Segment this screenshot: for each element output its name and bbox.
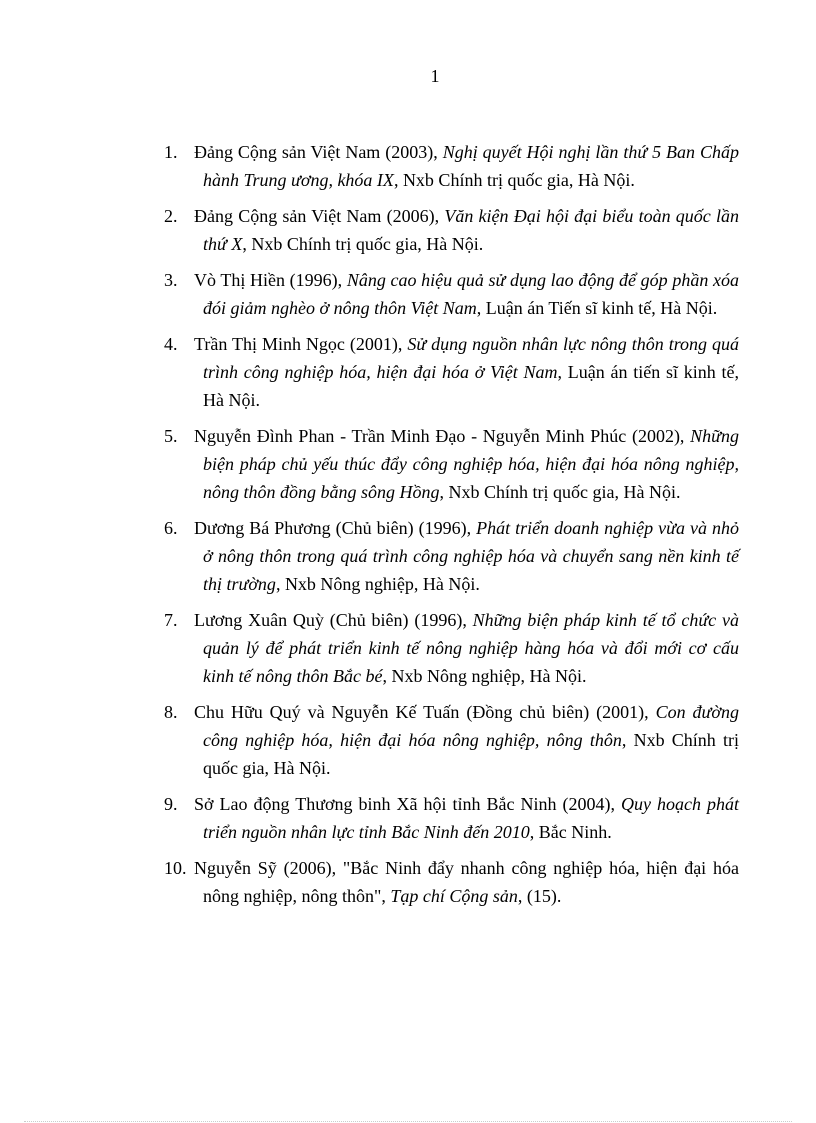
reference-publisher: , Nxb Chính trị quốc gia, Hà Nội. [242, 234, 484, 254]
reference-item [134, 790, 739, 846]
reference-title: Sử dụng nguồn nhân lực nông thôn trong quá trình công nghiệp hóa, hiện đại hóa ở Việt Nam [203, 334, 740, 382]
reference-title: Những biện pháp chủ yếu thúc đẩy công nghiệp hóa, hiện đại hóa nông nghiệp, nông thôn đồng bằng sông Hồng [203, 426, 739, 502]
reference-title: Những biện pháp kinh tế tổ chức và quản lý để phát triển kinh tế nông nghiệp hàng hóa và đổi mới cơ cấu kinh tế nông thôn Bắc bé [203, 610, 739, 686]
reference-title: Con đường công nghiệp hóa, hiện đại hóa nông nghiệp, nông thôn [203, 702, 739, 750]
page-number: 1 [430, 66, 440, 86]
reference-authors: Chu Hữu Quý và Nguyễn Kế Tuấn (Đồng chủ biên) (2001), [194, 702, 656, 722]
reference-item [134, 266, 739, 322]
reference-number: 8. [164, 702, 178, 722]
reference-title: Phát triển doanh nghiệp vừa và nhỏ ở nông thôn trong quá trình công nghiệp hóa và chuyển sang nền kinh tế thị trường [203, 518, 739, 594]
reference-number: 7. [164, 610, 178, 630]
reference-number: 5. [164, 426, 178, 446]
reference-number: 10. [164, 858, 187, 878]
reference-authors: Đảng Cộng sản Việt Nam (2003), [194, 142, 443, 162]
reference-number: 6. [164, 518, 178, 538]
reference-publisher: , Nxb Chính trị quốc gia, Hà Nội. [393, 170, 635, 190]
reference-number: 1. [164, 142, 178, 162]
reference-authors: Trần Thị Minh Ngọc (2001), [194, 334, 408, 354]
reference-publisher: , Luận án tiến sĩ kinh tế, Hà Nội. [203, 362, 739, 410]
reference-authors: Đảng Cộng sản Việt Nam (2006), [194, 206, 445, 226]
reference-authors: Nguyễn Đình Phan - Trần Minh Đạo - Nguyễn Minh Phúc (2002), [194, 426, 691, 446]
reference-number: 4. [164, 334, 178, 354]
reference-number: 2. [164, 206, 178, 226]
reference-publisher: , Luận án Tiến sĩ kinh tế, Hà Nội. [476, 298, 718, 318]
reference-authors: Vò Thị Hiền (1996), [194, 270, 347, 290]
reference-item [134, 606, 739, 690]
reference-number: 3. [164, 270, 178, 290]
reference-authors: Dương Bá Phương (Chủ biên) (1996), [194, 518, 477, 538]
reference-publisher: , Bắc Ninh. [529, 822, 612, 842]
reference-item [134, 138, 739, 194]
reference-publisher: , Nxb Chính trị quốc gia, Hà Nội. [203, 730, 739, 778]
reference-authors: Lương Xuân Quỳ (Chủ biên) (1996), [194, 610, 473, 630]
reference-item [134, 330, 739, 414]
reference-title: Nâng cao hiệu quả sử dụng lao động để góp phần xóa đói giảm nghèo ở nông thôn Việt Nam [203, 270, 739, 318]
page-bottom-divider [24, 1121, 792, 1122]
reference-item [134, 698, 739, 782]
reference-item [134, 202, 739, 258]
reference-publisher: , (15). [517, 886, 562, 906]
reference-authors: Nguyễn Sỹ (2006), "Bắc Ninh đẩy nhanh công nghiệp hóa, hiện đại hóa nông nghiệp, nông thôn", [194, 858, 739, 906]
reference-publisher: , Nxb Nông nghiệp, Hà Nội. [275, 574, 480, 594]
reference-title: Tạp chí Cộng sản [390, 886, 518, 906]
reference-title: Nghị quyết Hội nghị lần thứ 5 Ban Chấp hành Trung ương, khóa IX [203, 142, 739, 190]
reference-number: 9. [164, 794, 178, 814]
reference-item [134, 422, 739, 506]
reference-authors: Sở Lao động Thương binh Xã hội tỉnh Bắc Ninh (2004), [194, 794, 621, 814]
reference-publisher: , Nxb Nông nghiệp, Hà Nội. [382, 666, 587, 686]
reference-list [134, 138, 739, 918]
reference-item [134, 514, 739, 598]
reference-title: Văn kiện Đại hội đại biểu toàn quốc lần thứ X [203, 206, 739, 254]
reference-title: Quy hoạch phát triển nguồn nhân lực tỉnh Bắc Ninh đến 2010 [203, 794, 739, 842]
reference-publisher: , Nxb Chính trị quốc gia, Hà Nội. [439, 482, 681, 502]
reference-item [134, 854, 739, 910]
